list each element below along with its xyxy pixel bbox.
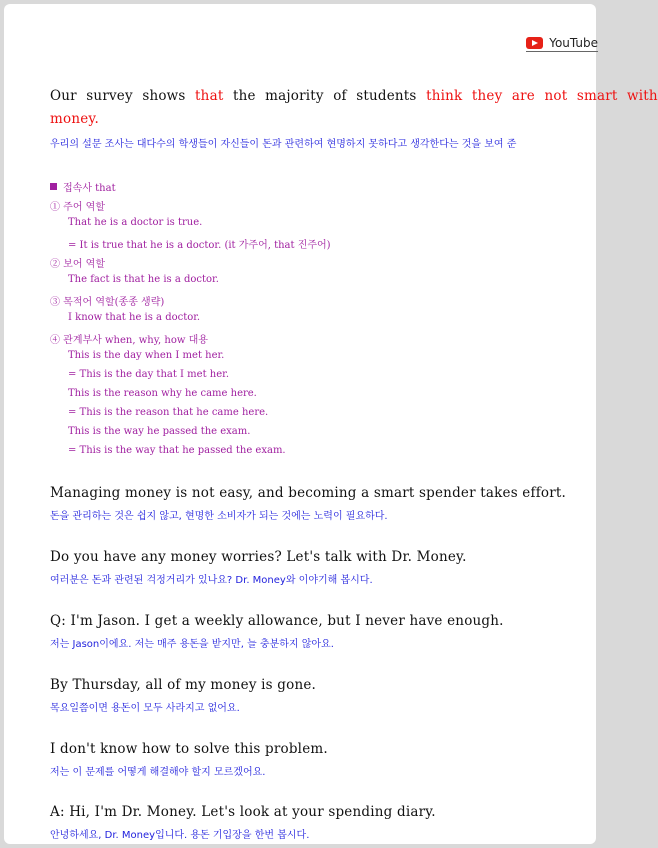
grammar-example: That he is a doctor is true.: [68, 217, 203, 228]
grammar-example: = This is the reason that he came here.: [68, 407, 269, 418]
intro-text-2: the majority of students: [223, 88, 427, 104]
grammar-heading: ④ 관계부사 when, why, how 대용: [50, 335, 208, 346]
intro-text-1: Our survey shows: [50, 88, 196, 104]
grammar-example: This is the reason why he came here.: [68, 388, 257, 399]
grammar-example: = It is true that he is a doctor. (it 가주어, that 진주어): [68, 240, 331, 251]
intro-translation: 우리의 설문 조사는 대다수의 학생들이 자신들이 돈과 관련하여 현명하지 못하다고 생각한다는 것을 보여 준: [50, 139, 517, 150]
grammar-heading: ② 보어 역할: [50, 259, 105, 270]
korean-translation: 안녕하세요, Dr. Money입니다. 용돈 기입장을 한번 봅시다.: [50, 830, 310, 841]
english-sentence: Do you have any money worries? Let's talk with Dr. Money.: [50, 549, 467, 565]
grammar-heading: ③ 목적어 역할(종종 생략): [50, 297, 165, 308]
square-bullet-icon: [50, 183, 57, 190]
grammar-example: This is the way he passed the exam.: [68, 426, 251, 437]
grammar-example: I know that he is a doctor.: [68, 312, 201, 323]
english-sentence: A: Hi, I'm Dr. Money. Let's look at your spending diary.: [50, 804, 436, 820]
grammar-example: = This is the way that he passed the exam.: [68, 445, 286, 456]
youtube-label: YouTube: [549, 36, 598, 50]
intro-red-phrase: think they are not smart with: [426, 88, 658, 104]
korean-translation: 돈을 관리하는 것은 쉽지 않고, 현명한 소비자가 되는 것에는 노력이 필요하다.: [50, 511, 388, 522]
korean-translation: 여러분은 돈과 관련된 걱정거리가 있나요? Dr. Money와 이야기해 봅시다.: [50, 575, 373, 586]
youtube-icon: [526, 37, 543, 49]
intro-sentence-line1: [50, 88, 658, 104]
grammar-example: This is the day when I met her.: [68, 350, 225, 361]
grammar-title-text: 접속사 that: [63, 183, 116, 194]
grammar-example: = This is the day that I met her.: [68, 369, 229, 380]
english-sentence: I don't know how to solve this problem.: [50, 741, 328, 757]
english-sentence: By Thursday, all of my money is gone.: [50, 677, 317, 693]
intro-sentence-line2: money.: [50, 111, 99, 127]
english-sentence: Q: I'm Jason. I get a weekly allowance, but I never have enough.: [50, 613, 504, 629]
intro-that-highlight: that: [195, 88, 224, 104]
korean-translation: 목요일쯤이면 용돈이 모두 사라지고 없어요.: [50, 703, 240, 714]
grammar-example: The fact is that he is a doctor.: [68, 274, 219, 285]
document-page: [4, 4, 658, 844]
grammar-heading: ① 주어 역할: [50, 202, 105, 213]
grammar-title: [50, 179, 116, 194]
korean-translation: 저는 이 문제를 어떻게 해결해야 할지 모르겠어요.: [50, 767, 266, 778]
korean-translation: 저는 Jason이에요. 저는 매주 용돈을 받지만, 늘 충분하지 않아요.: [50, 639, 334, 650]
youtube-link[interactable]: [526, 36, 598, 52]
english-sentence: Managing money is not easy, and becoming a smart spender takes effort.: [50, 485, 566, 501]
